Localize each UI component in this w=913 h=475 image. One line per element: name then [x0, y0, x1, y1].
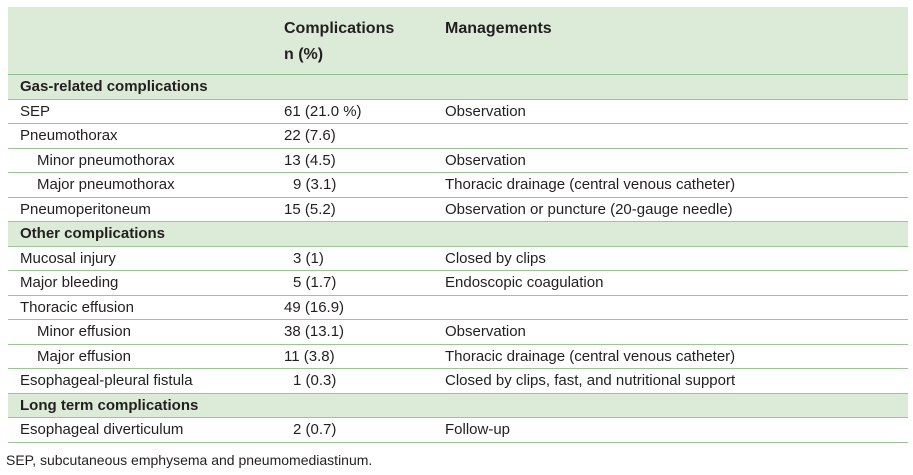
complication-count — [284, 323, 344, 340]
table-row — [8, 198, 908, 223]
complication-count-value: 15 (5.2) — [284, 200, 336, 218]
section-title: Gas-related complications — [20, 78, 208, 95]
table-row — [8, 369, 908, 394]
complication-count — [284, 421, 336, 438]
complication-count — [284, 250, 324, 267]
complication-count-value: 1 (0.3) — [293, 372, 337, 389]
management-text: Endoscopic coagulation — [445, 274, 604, 291]
complication-count — [284, 372, 336, 389]
table-body — [8, 75, 908, 443]
table-header — [8, 7, 908, 75]
section-title: Other complications — [20, 225, 166, 242]
complication-count-value: 22 (7.6) — [284, 127, 336, 144]
management-text: Thoracic drainage (central venous catheter) — [445, 176, 736, 193]
table-row — [8, 320, 908, 345]
management-text: Observation — [445, 151, 526, 169]
management-text: Observation — [445, 323, 526, 340]
section-row — [8, 75, 908, 100]
management-text: Closed by clips — [445, 249, 546, 267]
complication-label: Mucosal injury — [20, 249, 116, 267]
complication-label: Minor effusion — [37, 323, 131, 340]
complication-count — [284, 348, 335, 365]
table-row — [8, 100, 908, 125]
table-footnote: SEP, subcutaneous emphysema and pneumomediastinum. — [6, 452, 373, 468]
management-text: Thoracic drainage (central venous catheter) — [445, 347, 736, 365]
management-text: Follow-up — [445, 421, 511, 438]
management-text: Observation — [445, 102, 526, 120]
complication-label: Pneumoperitoneum — [20, 200, 151, 218]
complication-label: Major pneumothorax — [37, 176, 175, 193]
header-complications-line2: n (%) — [284, 46, 324, 63]
complication-count — [284, 176, 336, 193]
table-row — [8, 271, 908, 296]
header-managements: Managements — [445, 20, 552, 37]
complication-count-value: 38 (13.1) — [284, 323, 345, 340]
complication-count-value: 3 (1) — [293, 249, 324, 267]
complication-label: Major bleeding — [20, 274, 119, 291]
complication-count-value: 49 (16.9) — [284, 298, 345, 316]
table-row — [8, 149, 908, 174]
header-complications — [284, 16, 434, 68]
section-row — [8, 222, 908, 247]
complication-label: Major effusion — [37, 347, 131, 365]
complications-table — [8, 7, 908, 443]
complication-count-value: 9 (3.1) — [293, 176, 337, 193]
complication-count-value: 2 (0.7) — [293, 421, 337, 438]
table-row — [8, 418, 908, 443]
management-text: Observation or puncture (20-gauge needle) — [445, 200, 733, 218]
complication-count — [284, 152, 336, 169]
complication-count — [284, 299, 344, 316]
management-text: Closed by clips, fast, and nutritional support — [445, 372, 736, 389]
complication-label: SEP — [20, 102, 51, 120]
section-title: Long term complications — [20, 396, 199, 414]
table-row — [8, 345, 908, 370]
complication-label: Pneumothorax — [20, 127, 118, 144]
table-row — [8, 124, 908, 149]
complication-count — [284, 103, 362, 120]
complication-label: Minor pneumothorax — [37, 151, 175, 169]
complication-count — [284, 201, 336, 218]
complication-count-value: 61 (21.0 %) — [284, 102, 362, 120]
table-row — [8, 296, 908, 321]
complication-count — [284, 127, 336, 144]
section-row — [8, 394, 908, 419]
complication-count-value: 11 (3.8) — [284, 347, 335, 365]
complication-count — [284, 274, 336, 291]
complication-label: Esophageal diverticulum — [20, 421, 184, 438]
table-row — [8, 173, 908, 198]
table-row — [8, 247, 908, 272]
complication-label: Thoracic effusion — [20, 298, 134, 316]
header-complications-line1: Complications — [284, 20, 395, 37]
complication-label: Esophageal-pleural fistula — [20, 372, 193, 389]
complication-count-value: 13 (4.5) — [284, 151, 336, 169]
complication-count-value: 5 (1.7) — [293, 274, 337, 291]
